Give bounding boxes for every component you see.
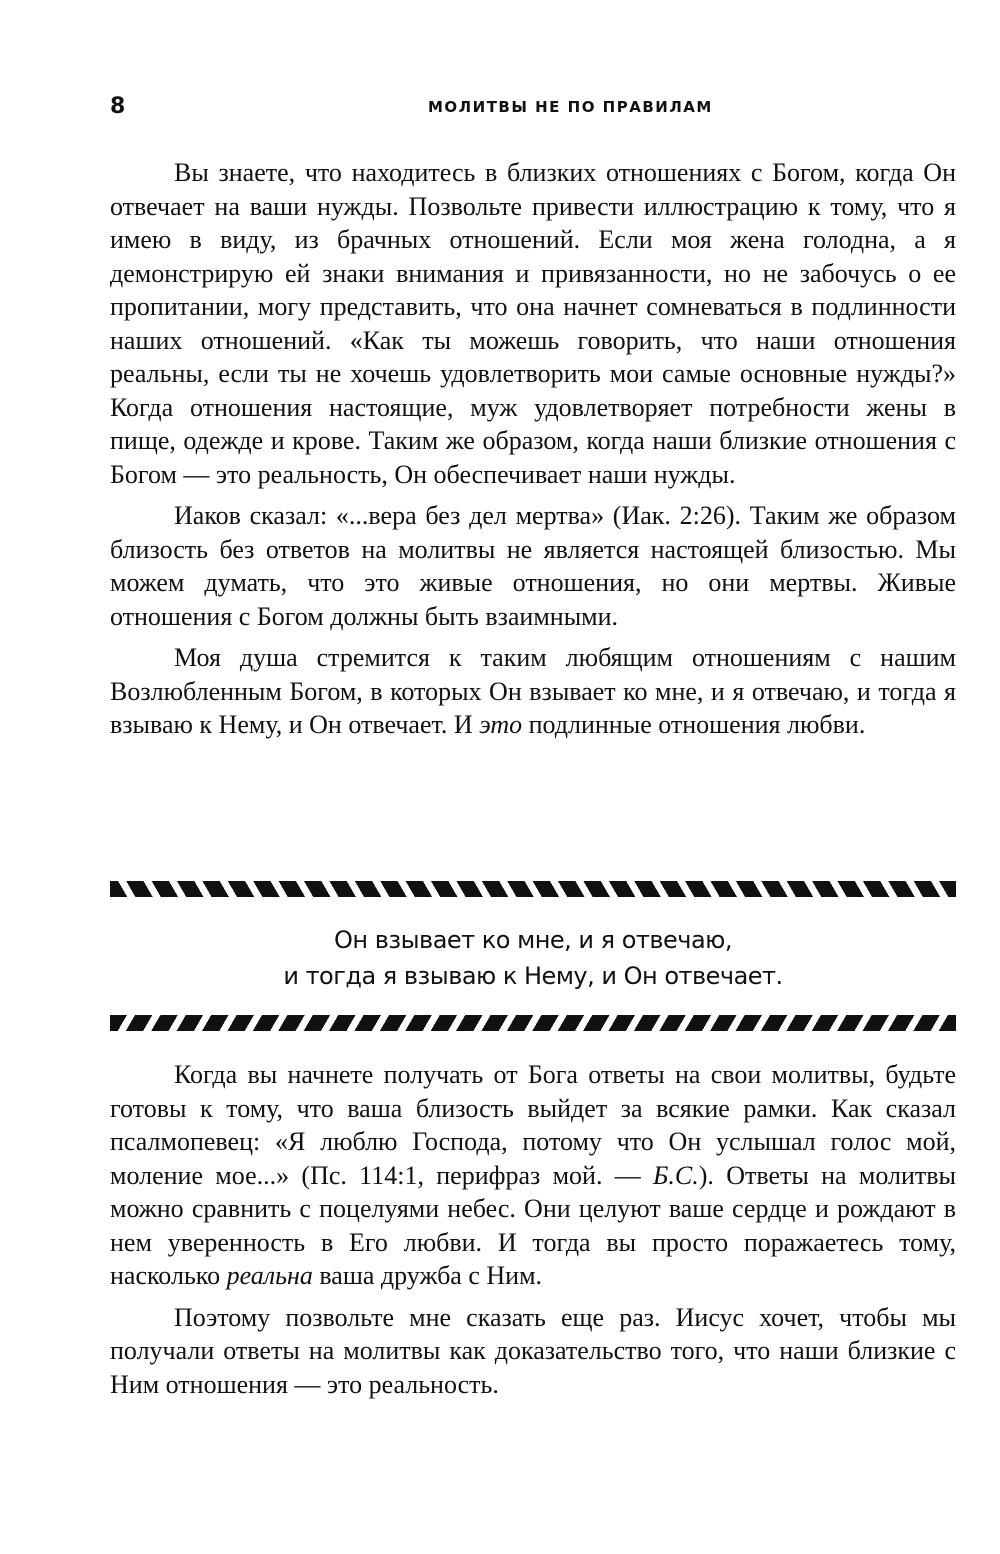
- book-title: МОЛИТВЫ НЕ ПО ПРАВИЛАМ: [428, 98, 713, 116]
- paragraph-4-text-b: ). Ответы на молитвы можно сравнить с поцелуями небес. Они целуют ваше сердце и рождают в нем уверенность в Его любви. И тогда вы просто поражаетесь тому, насколько: [110, 1160, 956, 1290]
- paragraph-4-text-a: Когда вы начнете получать от Бога ответы на свои молитвы, будьте готовы к тому, что ваша близость выйдет за всякие рамки. Как сказал псалмопевец: «Я люблю Господа, потому что Он услышал голос мой, моление мое...» (Пс. 114:1, перифраз мой. —: [110, 1060, 956, 1190]
- paragraph-4: [110, 1058, 956, 1293]
- paragraph-3-text-a: Моя душа стремится к таким любящим отношениям с нашим Возлюбленным Богом, в которых Он взывает ко мне, и я отвечаю, и тогда я взываю к Нему, и Он отвечает. И: [110, 643, 956, 739]
- running-head: [110, 94, 956, 124]
- pull-quote-line-1: Он взывает ко мне, и я отвечаю,: [333, 926, 732, 954]
- pull-quote: [110, 922, 956, 994]
- paragraph-5: Поэтому позвольте мне сказать еще раз. Иисус хочет, чтобы мы получали ответы на молитвы как доказательство того, что наши близкие с Ним отношения — это реальность.: [110, 1302, 956, 1399]
- page-number: 8: [110, 94, 126, 119]
- paragraph-1: Вы знаете, что находитесь в близких отношениях с Богом, когда Он отвечает на ваши нужды. Позвольте привести иллюстрацию к тому, что я имею в виду, из брачных отношений. Если моя жена голодна, а я демонстрирую ей знаки внимания и привязанности, но не забочусь о ее пропитании, могу представить, что она начнет сомневаться в подлинности наших отношений. «Как ты можешь говорить, что наши отношения реальны, если ты не хочешь удовлетворить мои самые основные нужды?» Когда отношения настоящие, муж удовлетворяет потребности жены в пище, одежде и крове. Таким же образом, когда наши близкие отношения с Богом — это реальность, Он обеспечивает наши нужды.: [110, 158, 956, 489]
- paragraph-4-text-c: ваша дружба с Ним.: [312, 1261, 543, 1290]
- pull-quote-line-2: и тогда я взываю к Нему, и Он отвечает.: [283, 962, 783, 990]
- paragraph-3-text-b: подлинные отношения любви.: [522, 710, 866, 739]
- decorative-stripe-top: [110, 881, 956, 897]
- paragraph-4-emphasis: реальна: [226, 1261, 313, 1290]
- decorative-stripe-bottom: [110, 1015, 956, 1031]
- body-text-top: [110, 156, 956, 750]
- body-text-bottom: [110, 1058, 956, 1409]
- paragraph-3-emphasis: это: [479, 710, 523, 739]
- paragraph-2: Иаков сказал: «...вера без дел мертва» (Иак. 2:26). Таким же образом близость без ответов на молитвы не является настоящей близостью. Мы можем думать, что это живые отношения, но они мертвы. Живые отношения с Богом должны быть взаимными.: [110, 501, 956, 631]
- paragraph-4-initials: Б.С.: [653, 1160, 699, 1190]
- paragraph-3: [110, 641, 956, 742]
